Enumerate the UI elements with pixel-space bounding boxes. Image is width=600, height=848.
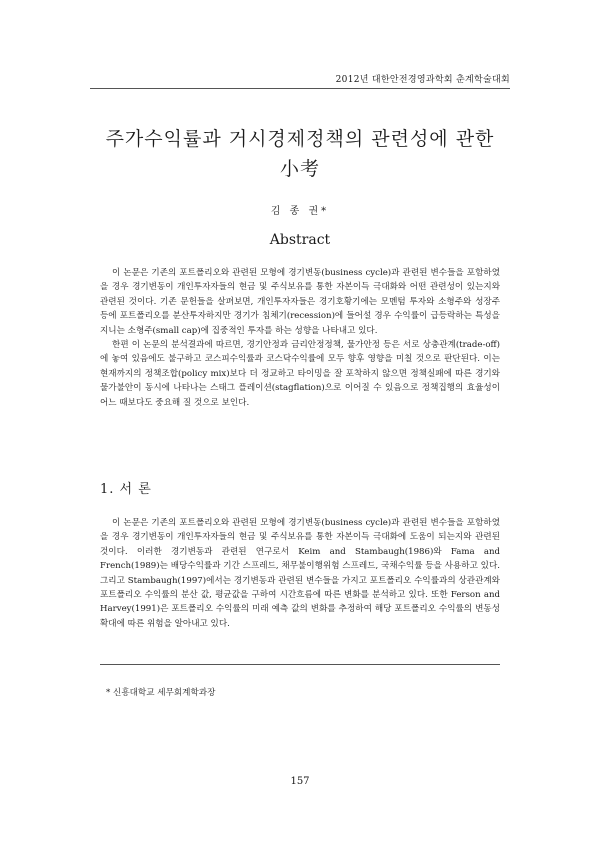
abstract-heading: Abstract [269,232,331,248]
paper-title [90,124,510,184]
running-header: 2012년 대한안전경영과학회 춘계학술대회 [335,75,510,85]
footnote: * 신흥대학교 세무회계학과장 [106,688,216,698]
author-name: 김 종 권* [270,206,330,217]
footnote-rule [100,664,500,665]
abstract-paragraph: 한편 이 논문의 분석결과에 따르면, 경기안정과 금리안정정책, 물가안정 등은 서로 상충관계(trade-off)에 놓여 있음에도 불구하고 코스피수익률과 코스닥수익률에 모두 향후 영향을 미칠 것으로 판단된다. 이는 현재까지의 정책조합(policy mix)보다 더 정교하고 타이밍을 잘 포착하지 않으면 정책실패에 따른 경기와 물가불안이 동시에 나타나는 스태그 플레이션(stagflation)으로 이어질 수 있음으로 정책집행의 효율성이 어느 때보다도 중요해 질 것으로 보인다. [100,340,500,408]
header-rule [90,88,510,89]
abstract-body [100,266,500,410]
title-line-2: 小考 [279,158,320,180]
page-number: 157 [290,776,310,787]
title-line-1: 주가수익률과 거시경제정책의 관련성에 관한 [105,128,495,150]
section-body [100,516,500,631]
section-paragraph: 이 논문은 기존의 포트폴리오와 관련된 모형에 경기변동(business cycle)과 관련된 변수들을 포함하였을 경우 경기변동이 개인투자자들의 현금 및 주식보유를 통한 자본이득 극대화에 도움이 되는지와 관련된 것이다. 이러한 경기변동과 관련된 연구로서 Keim and Stambaugh(1986)와 Fama and French(1989)는 배당수익률과 기간 스프레드, 채무불이행위험 스프레드, 국채수익률 등을 사용하고 있다. 그리고 Stambaugh(1997)에서는 경기변동과 관련된 변수들을 가지고 포트폴리오 수익률과의 상관관계와 포트폴리오 수익률의 분산 값, 평균값을 구하여 시간흐름에 따른 변화를 분석하고 있다. 또한 Ferson and Harvey(1991)은 포트폴리오 수익률의 미래 예측 값의 변화를 추정하여 해당 포트폴리오 수익률의 변동성 확대에 따른 위험을 알아내고 있다. [100,518,500,629]
abstract-paragraph: 이 논문은 기존의 포트폴리오와 관련된 모형에 경기변동(business cycle)과 관련된 변수들을 포함하였을 경우 경기변동이 개인투자자들의 현금 및 주식보유를 통한 자본이득 극대화와 어떤 관련성이 있는지와 관련된 것이다. 기존 문헌들을 살펴보면, 개인투자자들은 경기호황기에는 모멘텀 투자와 소형주와 성장주 등에 포트폴리오를 분산투자하지만 경기가 침체기(recession)에 들어설 경우 수익률이 급등락하는 특성을 지니는 소형주(small cap)에 집중적인 투자를 하는 성향을 나타내고 있다. [100,268,500,336]
section-heading: 1. 서 론 [100,482,152,497]
